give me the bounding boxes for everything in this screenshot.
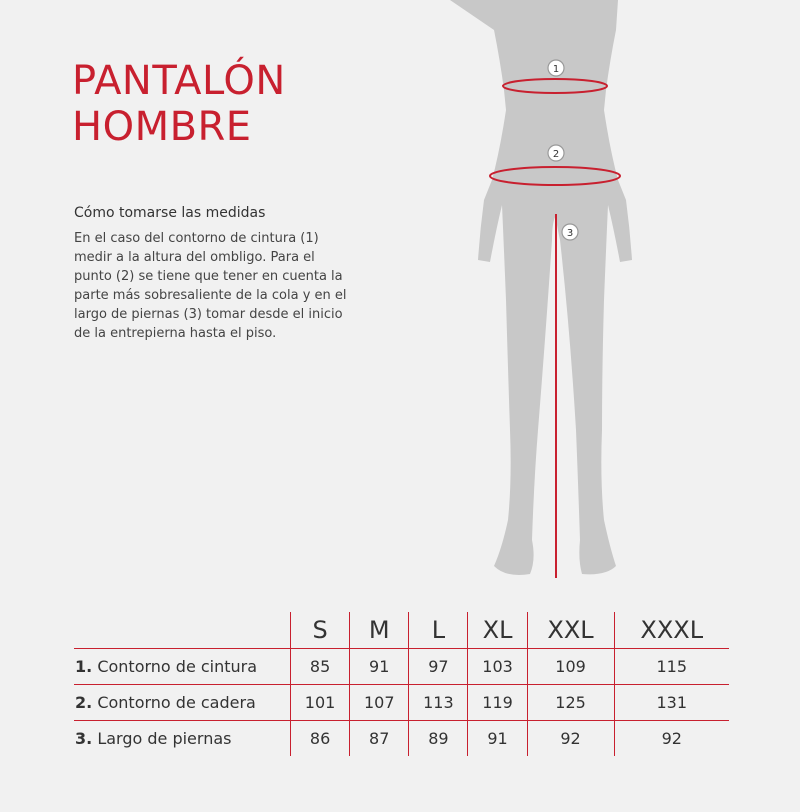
size-header-m: M (350, 612, 409, 649)
table-cell: 115 (614, 649, 729, 685)
size-header-row (74, 612, 729, 649)
size-header-s: S (291, 612, 350, 649)
row-number: 1. (75, 657, 93, 676)
row-label-inseam (74, 721, 291, 757)
size-header-empty (74, 612, 291, 649)
table-cell: 107 (350, 685, 409, 721)
marker-2-icon (548, 145, 564, 161)
title-line-1: PANTALÓN (72, 58, 286, 104)
size-header-xl: XL (468, 612, 527, 649)
body-silhouette-figure (420, 0, 680, 590)
marker-2-label: 2 (552, 149, 560, 160)
table-row (74, 685, 729, 721)
table-cell: 92 (614, 721, 729, 757)
instructions-line: largo de piernas (3) tomar desde el inicio (74, 307, 343, 322)
table-cell: 91 (350, 649, 409, 685)
marker-3-label: 3 (566, 228, 574, 239)
row-label-waist (74, 649, 291, 685)
table-row (74, 649, 729, 685)
marker-1-icon (548, 60, 564, 76)
marker-3-icon (562, 224, 578, 240)
table-cell: 89 (409, 721, 468, 757)
page-title (72, 58, 286, 150)
marker-1-label: 1 (552, 64, 560, 75)
instructions-line: parte más sobresaliente de la cola y en el (74, 288, 347, 303)
table-cell: 119 (468, 685, 527, 721)
table-cell: 113 (409, 685, 468, 721)
instructions-text (74, 229, 374, 343)
table-cell: 87 (350, 721, 409, 757)
table-cell: 125 (527, 685, 614, 721)
size-table (74, 612, 729, 756)
size-header-xxxl: XXXL (614, 612, 729, 649)
instructions-line: punto (2) se tiene que tener en cuenta la (74, 269, 343, 284)
instructions-line: de la entrepierna hasta el piso. (74, 326, 277, 341)
size-header-l: L (409, 612, 468, 649)
row-label-text: Contorno de cadera (97, 693, 256, 712)
size-header-xxl: XXL (527, 612, 614, 649)
body-silhouette (450, 0, 632, 575)
instructions-line: En el caso del contorno de cintura (1) (74, 231, 319, 246)
table-cell: 103 (468, 649, 527, 685)
table-cell: 109 (527, 649, 614, 685)
table-row (74, 721, 729, 757)
row-number: 3. (75, 729, 93, 748)
table-cell: 91 (468, 721, 527, 757)
table-cell: 92 (527, 721, 614, 757)
table-cell: 101 (291, 685, 350, 721)
row-label-hip (74, 685, 291, 721)
table-cell: 131 (614, 685, 729, 721)
instructions-heading: Cómo tomarse las medidas (74, 205, 266, 221)
row-number: 2. (75, 693, 93, 712)
table-cell: 85 (291, 649, 350, 685)
table-cell: 97 (409, 649, 468, 685)
row-label-text: Contorno de cintura (97, 657, 258, 676)
title-line-2: HOMBRE (72, 104, 252, 150)
table-cell: 86 (291, 721, 350, 757)
instructions-line: medir a la altura del ombligo. Para el (74, 250, 315, 265)
row-label-text: Largo de piernas (97, 729, 232, 748)
